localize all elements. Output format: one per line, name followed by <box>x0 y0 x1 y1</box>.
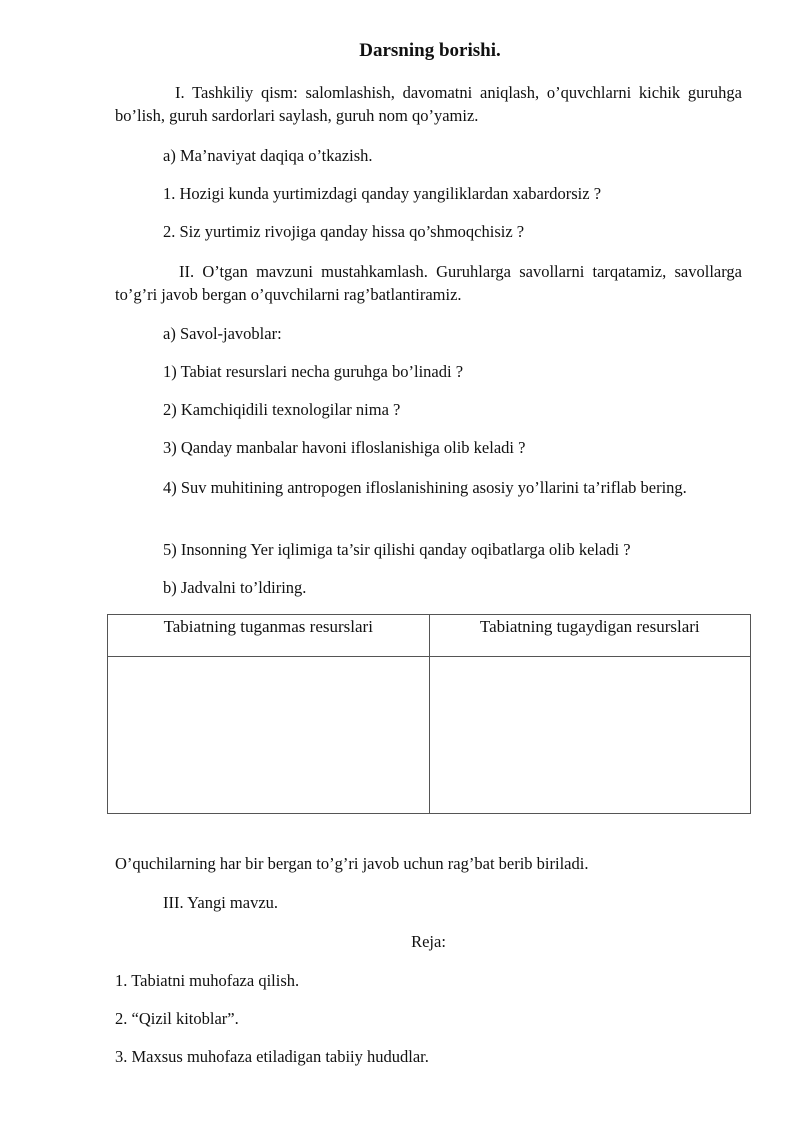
resources-table <box>107 614 751 814</box>
plan-item-3: 3. Maxsus muhofaza etiladigan tabiiy hududlar. <box>115 1047 429 1066</box>
section1-question-2: 2. Siz yurtimiz rivojiga qanday hissa qo’shmoqchisiz ? <box>163 222 525 241</box>
encouragement-text: O’quchilarning har bir bergan to’g’ri javob uchun rag’bat berib biriladi. <box>115 854 589 873</box>
table-header-exhaustible: Tabiatning tugaydigan resurslari <box>429 615 751 657</box>
table-cell-empty <box>429 657 751 814</box>
section2-question-1: 1) Tabiat resurslari necha guruhga bo’linadi ? <box>163 362 464 381</box>
section2-question-4: 4) Suv muhitining antropogen ifloslanishining asosiy yo’llarini ta’riflab bering. <box>163 478 687 497</box>
section2-question-2: 2) Kamchiqidili texnologilar nima ? <box>163 400 401 419</box>
section1-intro: I. Tashkiliy qism: salomlashish, davomatni aniqlash, o’quvchlarni kichik guruhga bo’lish, guruh sardorlari saylash, guruh nom qo’yamiz. <box>115 83 742 125</box>
plan-item-2: 2. “Qizil kitoblar”. <box>115 1009 239 1028</box>
section1-question-1: 1. Hozigi kunda yurtimizdagi qanday yangiliklardan xabardorsiz ? <box>163 184 602 203</box>
page-title: Darsning borishi. <box>359 40 501 61</box>
table-cell-empty <box>108 657 430 814</box>
table-header-row <box>108 615 751 657</box>
section2-sub-a: a) Savol-javoblar: <box>163 324 282 343</box>
plan-item-1: 1. Tabiatni muhofaza qilish. <box>115 971 300 990</box>
section2-intro: II. O’tgan mavzuni mustahkamlash. Guruhlarga savollarni tarqatamiz, savollarga to’g’ri javob bergan o’quvchilarni rag’batlantiramiz. <box>115 262 742 304</box>
section1-sub-a: a) Ma’naviyat daqiqa o’tkazish. <box>163 146 373 165</box>
section3-heading: III. Yangi mavzu. <box>163 893 279 912</box>
table-header-renewable: Tabiatning tuganmas resurslari <box>108 615 430 657</box>
plan-title: Reja: <box>411 932 446 951</box>
section2-sub-b: b) Jadvalni to’ldiring. <box>163 578 307 597</box>
table-row <box>108 657 751 814</box>
section2-question-3: 3) Qanday manbalar havoni ifloslanishiga olib keladi ? <box>163 438 526 457</box>
section2-question-5: 5) Insonning Yer iqlimiga ta’sir qilishi qanday oqibatlarga olib keladi ? <box>163 540 631 559</box>
